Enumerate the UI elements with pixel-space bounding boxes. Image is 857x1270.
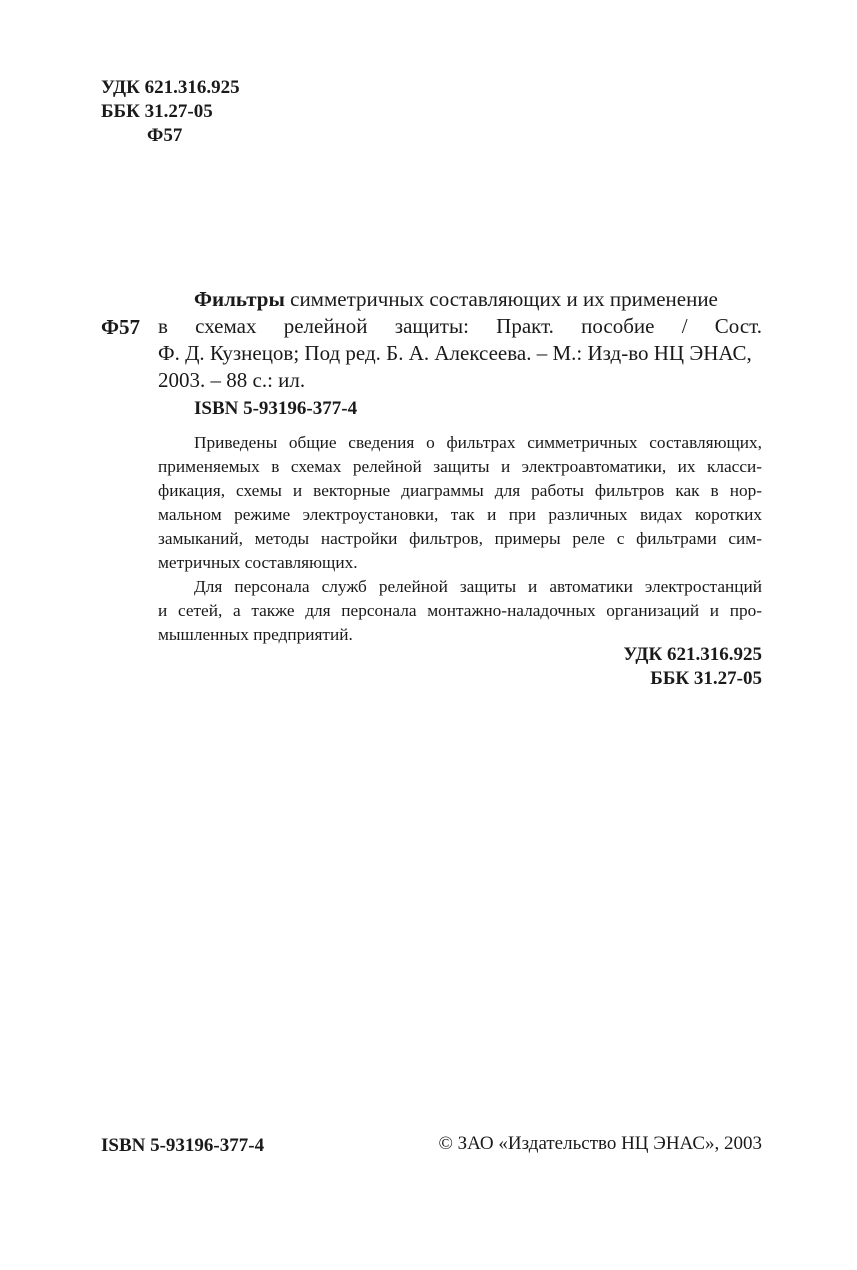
annotation xyxy=(158,431,762,647)
annotation-line: мальном режиме электроустановки, так и при различных видах коротких xyxy=(158,505,762,524)
bbk-code-right: ББК 31.27-05 xyxy=(650,668,762,689)
annotation-line: замыканий, методы настройки фильтров, примеры реле с фильтрами сим- xyxy=(158,529,762,548)
annotation-line: Приведены общие сведения о фильтрах симметричных составляющих, xyxy=(194,433,762,452)
bibliographic-entry xyxy=(158,286,762,394)
classification-header xyxy=(101,76,240,148)
annotation-line: и сетей, а также для персонала монтажно-наладочных организаций и про- xyxy=(158,601,762,620)
isbn: ISBN 5-93196-377-4 xyxy=(194,398,358,419)
udk-code: УДК 621.316.925 xyxy=(101,77,240,98)
copyright: © ЗАО «Издательство НЦ ЭНАС», 2003 xyxy=(438,1133,762,1154)
bib-line-4: 2003. – 88 с.: ил. xyxy=(158,368,306,392)
annotation-line: фикация, схемы и векторные диаграммы для работы фильтров как в нор- xyxy=(158,481,762,500)
bib-title-rest: симметричных составляющих и их применение xyxy=(284,287,718,311)
author-mark-margin: Ф57 xyxy=(101,315,141,339)
annotation-line: метричных составляющих. xyxy=(158,553,358,572)
bib-line-1 xyxy=(158,286,762,313)
bib-line-2: в схемах релейной защиты: Практ. пособие / Сост. xyxy=(158,314,762,338)
annotation-line: мышленных предприятий. xyxy=(158,625,353,644)
annotation-line: применяемых в схемах релейной защиты и электроавтоматики, их класси- xyxy=(158,457,762,476)
udk-code-right: УДК 621.316.925 xyxy=(623,644,762,665)
bib-title: Фильтры xyxy=(194,287,285,311)
footer-isbn: ISBN 5-93196-377-4 xyxy=(101,1135,265,1156)
annotation-line: Для персонала служб релейной защиты и автоматики электростанций xyxy=(194,577,762,596)
classification-right xyxy=(623,643,762,691)
bib-line-3: Ф. Д. Кузнецов; Под ред. Б. А. Алексеева. – М.: Изд-во НЦ ЭНАС, xyxy=(158,341,752,365)
bbk-code: ББК 31.27-05 xyxy=(101,101,213,122)
author-mark: Ф57 xyxy=(147,125,183,146)
